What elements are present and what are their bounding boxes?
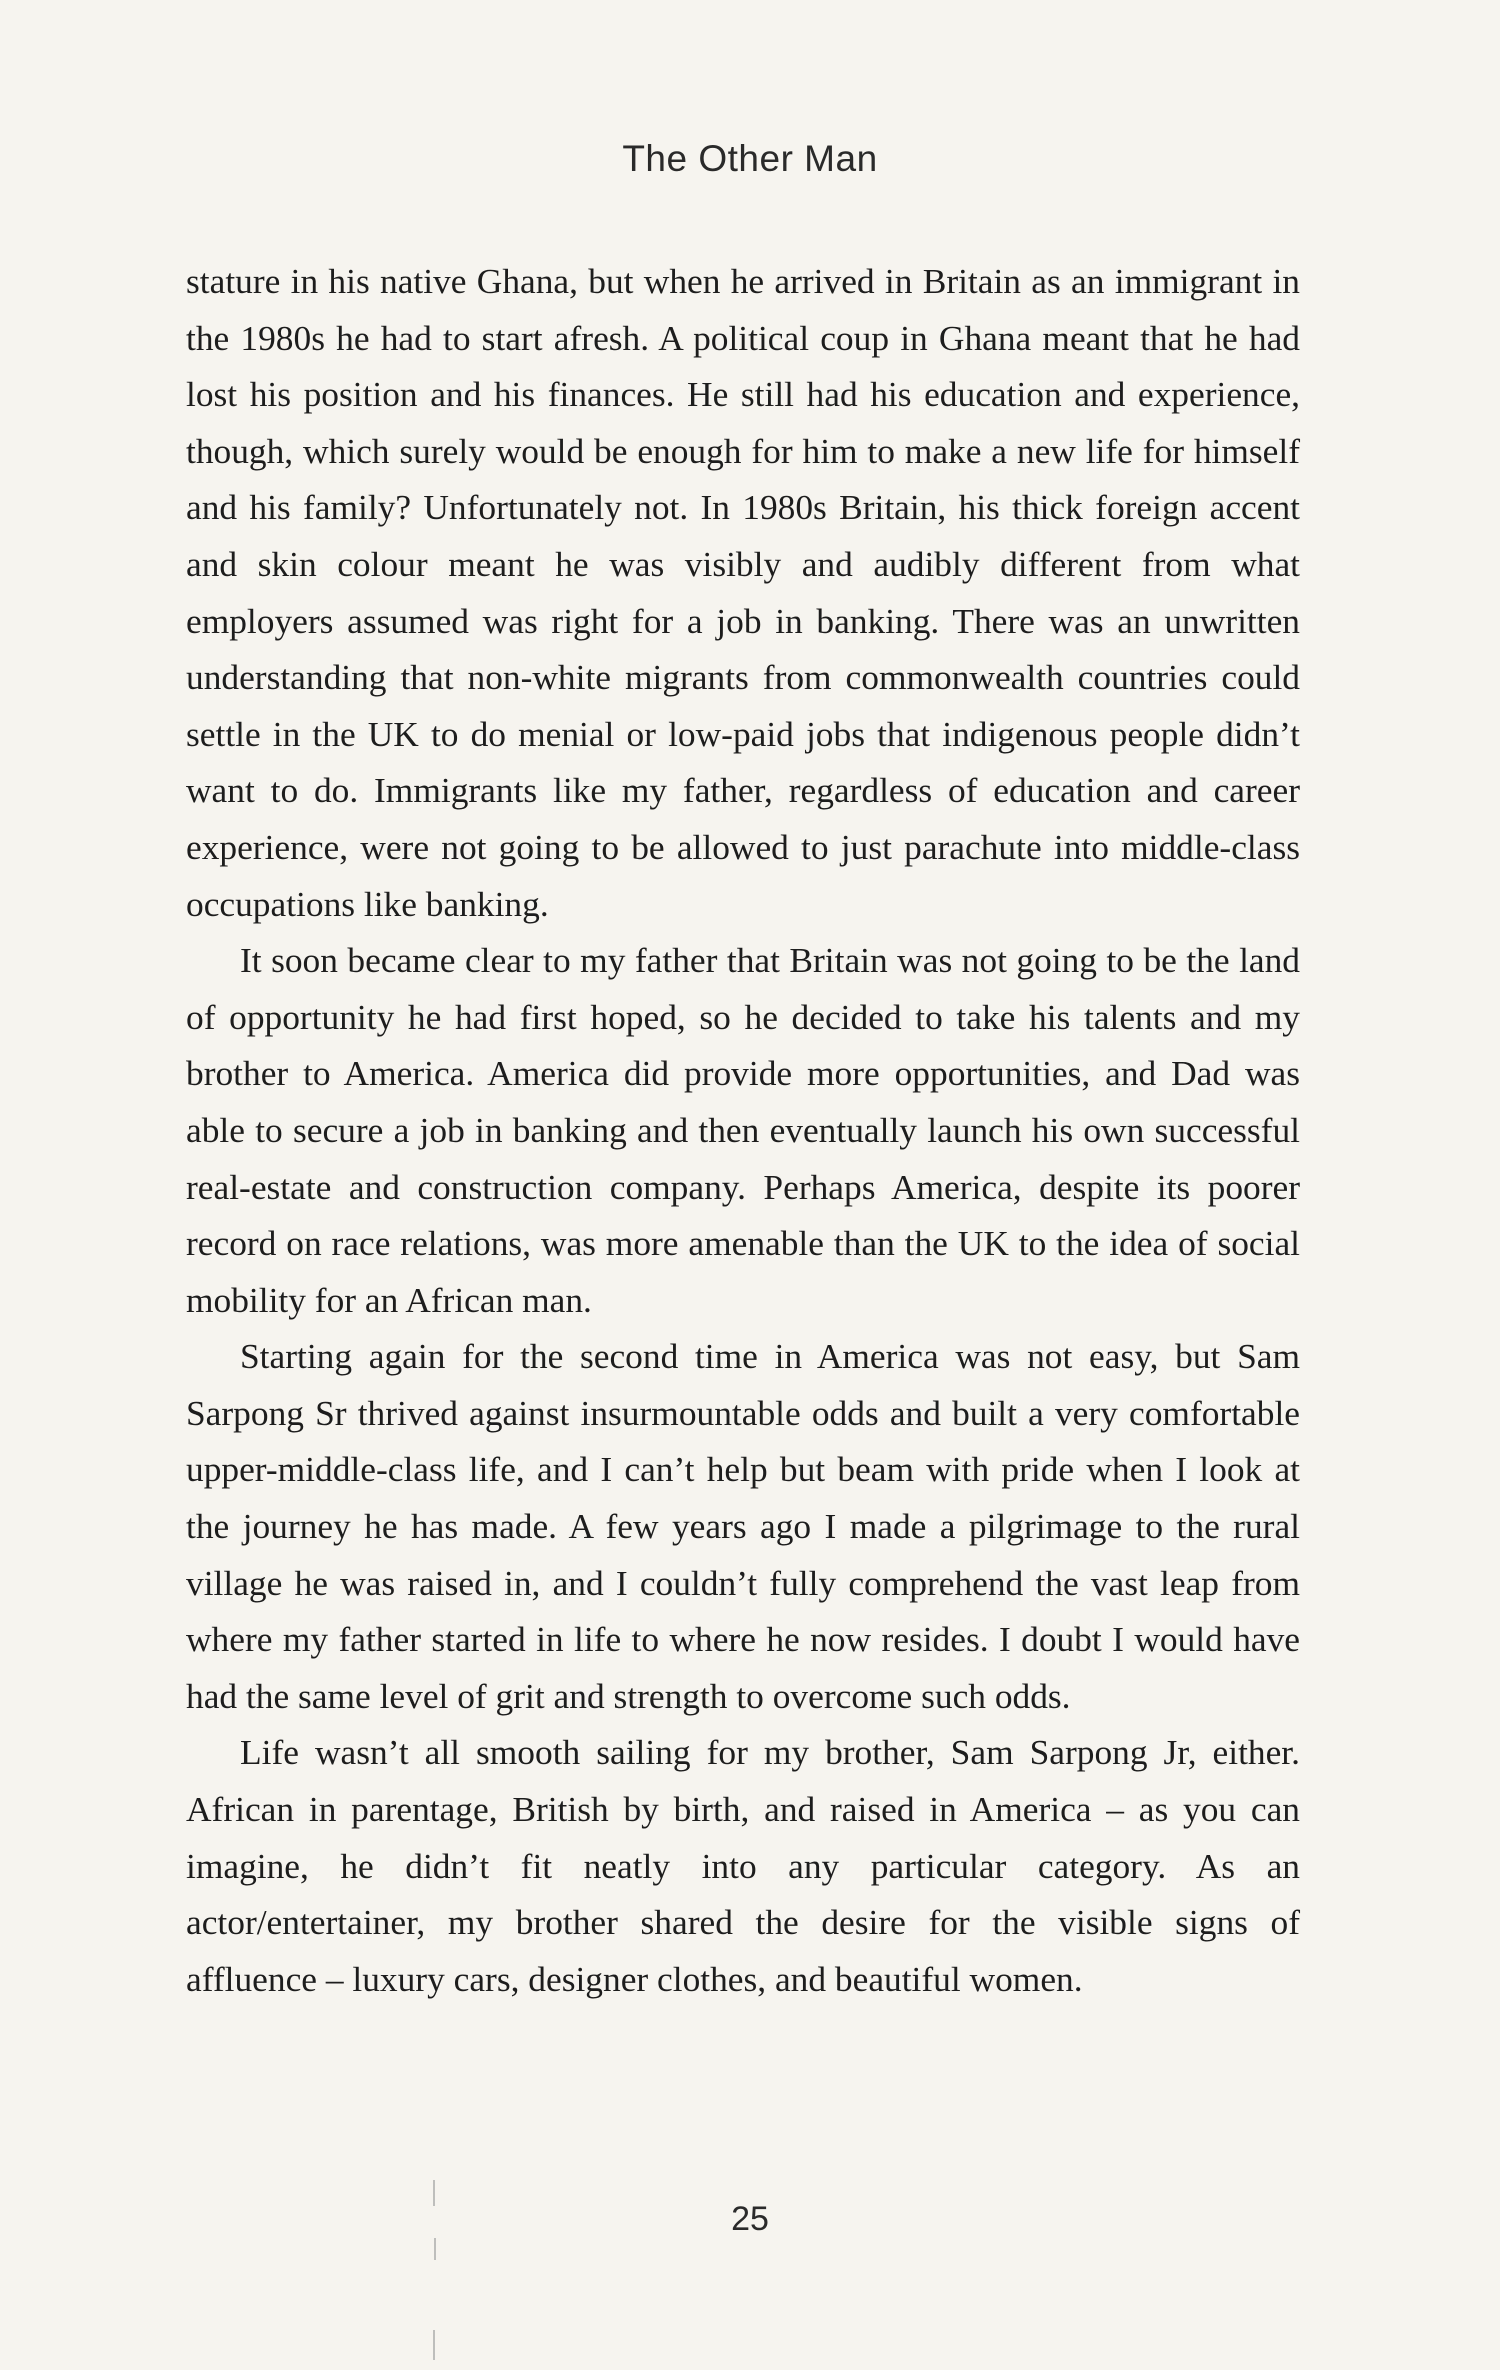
body-text	[186, 253, 1300, 2007]
paragraph-2: It soon became clear to my father that Britain was not going to be the land of opportunity he had first hoped, so he decided to take his talents and my brother to America. America did provide more opportunities, and Dad was able to secure a job in banking and then eventually launch his own successful real-estate and construction company. Perhaps America, despite its poorer record on race relations, was more amenable than the UK to the idea of social mobility for an African man.	[186, 940, 1300, 1320]
paragraph-4: Life wasn’t all smooth sailing for my brother, Sam Sarpong Jr, either. African in parentage, British by birth, and raised in America – as you can imagine, he didn’t fit neatly into any particular category. As an actor/entertainer, my brother shared the desire for the visible signs of affluence – luxury cars, designer clothes, and beautiful women.	[186, 1732, 1300, 1999]
scan-artifact-mark	[433, 2330, 435, 2360]
paragraph-3: Starting again for the second time in America was not easy, but Sam Sarpong Sr thrived against insurmountable odds and built a very comfortable upper-middle-class life, and I can’t help but beam with pride when I look at the journey he has made. A few years ago I made a pilgrimage to the rural village he was raised in, and I couldn’t fully comprehend the vast leap from where my father started in life to where he now resides. I doubt I would have had the same level of grit and strength to overcome such odds.	[186, 1336, 1300, 1716]
running-head-title: The Other Man	[622, 138, 878, 179]
paragraph-1: stature in his native Ghana, but when he arrived in Britain as an immigrant in the 1980s he had to start afresh. A political coup in Ghana meant that he had lost his position and his finances. He still had his education and experience, though, which surely would be enough for him to make a new life for himself and his family? Unfortunately not. In 1980s Britain, his thick foreign accent and skin colour meant he was visibly and audibly different from what employers assumed was right for a job in banking. There was an unwritten understanding that non-white migrants from commonwealth countries could settle in the UK to do menial or low-paid jobs that indigenous people didn’t want to do. Immigrants like my father, regardless of education and career experience, were not going to be allowed to just parachute into middle-class occupations like banking.	[186, 261, 1300, 924]
scan-artifact-mark	[434, 2238, 436, 2260]
page-number: 25	[731, 2200, 769, 2238]
